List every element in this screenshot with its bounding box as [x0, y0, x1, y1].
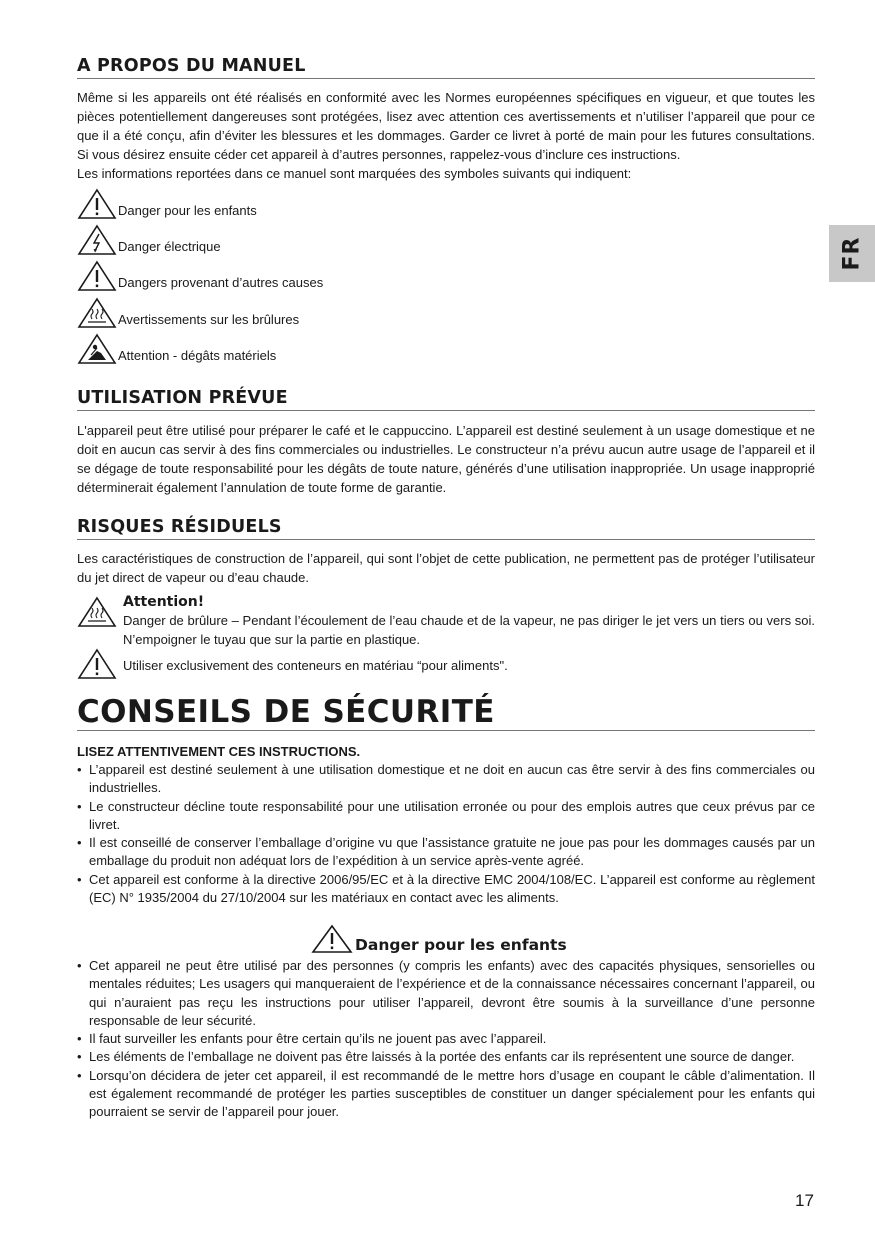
list-item: • Le constructeur décline toute responsabilité pour une utilisation erronée ou pour des emplois autres que ceux prévus par ce livret. — [77, 798, 815, 835]
about-section — [77, 55, 815, 183]
hot-surface-icon — [77, 596, 117, 628]
language-tab-label: FR — [839, 236, 865, 271]
symbol-row-other — [77, 260, 323, 292]
hot-surface-icon — [77, 297, 117, 329]
container-note: Utiliser exclusivement des conteneurs en matériau “pour aliments". — [123, 658, 508, 673]
page-number: 17 — [795, 1191, 814, 1210]
children-danger-title: Danger pour les enfants — [355, 936, 567, 954]
usage-heading: UTILISATION PRÉVUE — [77, 387, 815, 411]
list-item: • L’appareil est destiné seulement à une utilisation domestique et ne doit en aucun cas être servir à des fins commerciales ou industrielles. — [77, 761, 815, 798]
symbol-row-children — [77, 188, 257, 220]
attention-title: Attention! — [123, 594, 205, 610]
symbol-label: Avertissements sur les brûlures — [118, 312, 300, 327]
list-item: • Les éléments de l’emballage ne doivent pas être laissés à la portée des enfants car ils représentent une source de danger. — [77, 1048, 815, 1066]
risks-heading: RISQUES RÉSIDUELS — [77, 516, 815, 540]
risks-section — [77, 516, 815, 587]
about-body: Même si les appareils ont été réalisés en conformité avec les Normes européennes spécifiques en vigueur, et que toutes les pièces potentiellement dangereuses sont protégées, lisez avec attention ces avertissements et n’utiliser l’appareil que pour ce que il a été conçu, afin d’éviter les blessures et les dommages. Garder ce livret à porté de main pour les futures consultations. Si vous désirez ensuite céder cet appareil à d’autres personnes, rappelez-vous d’inclure ces instructions. — [77, 90, 815, 162]
safety-list — [77, 761, 815, 907]
warning-exclamation-icon — [311, 924, 353, 954]
risks-body: Les caractéristiques de construction de l’appareil, qui sont l’objet de cette publication, ne permettent pas de protéger l’utilisateur du jet direct de vapeur ou d’eau chaude. — [77, 551, 815, 585]
safety-heading: CONSEILS DE SÉCURITÉ — [77, 694, 815, 731]
attention-body: Danger de brûlure – Pendant l’écoulement de l’eau chaude et de la vapeur, ne pas diriger le jet vers un tiers ou vers soi. N’empoigner le tuyau que sur la partie en plastique. — [123, 613, 815, 647]
warning-exclamation-icon — [77, 260, 117, 292]
usage-section — [77, 387, 815, 497]
warning-exclamation-icon — [77, 648, 117, 680]
symbol-label: Danger pour les enfants — [118, 203, 257, 218]
symbol-label: Attention - dégâts matériels — [118, 348, 277, 363]
symbol-label: Dangers provenant d’autres causes — [118, 275, 324, 290]
symbol-row-electric — [77, 224, 221, 256]
list-item: • Cet appareil est conforme à la directive 2006/95/EC et à la directive EMC 2004/108/EC. L’appareil est conforme au règlement (EC) N° 1935/2004 du 27/10/2004 sur les matériaux en contact avec les aliments. — [77, 871, 815, 908]
material-damage-icon — [77, 333, 117, 365]
symbol-label: Danger électrique — [118, 239, 221, 254]
language-tab — [829, 225, 875, 282]
list-item: • Cet appareil ne peut être utilisé par des personnes (y compris les enfants) avec des capacités physiques, sensorielles ou mentales réduites; Les usagers qui manqueraient de l’expérience et de la connaissance nécessaires concernant l’appareil, ou qui n’auraient pas reçu les instructions pour utiliser l’appareil, devront être soumis à la surveillance d’une personne responsable de leur sécurité. — [77, 957, 815, 1030]
safety-section — [77, 694, 815, 907]
safety-lead: LISEZ ATTENTIVEMENT CES INSTRUCTIONS. — [77, 744, 361, 759]
symbol-row-material — [77, 333, 276, 365]
about-heading: A PROPOS DU MANUEL — [77, 55, 815, 79]
symbols-intro: Les informations reportées dans ce manuel sont marquées des symboles suivants qui indiquent: — [77, 166, 632, 181]
list-item: • Il est conseillé de conserver l’emballage d’origine vu que l’assistance gratuite ne joue pas pour les dommages causés par un emballage du produit non adéquat lors de l’expédition à un service après-vente agréé. — [77, 834, 815, 871]
electric-hazard-icon — [77, 224, 117, 256]
children-list — [77, 957, 815, 1122]
warning-exclamation-icon — [77, 188, 117, 220]
symbol-row-burns — [77, 297, 299, 329]
list-item: • Il faut surveiller les enfants pour être certain qu’ils ne jouent pas avec l’appareil. — [77, 1030, 815, 1048]
list-item: • Lorsqu’on décidera de jeter cet appareil, il est recommandé de le mettre hors d’usage en coupant le câble d’alimentation. Il est également recommandé de protéger les parties susceptibles de constituer un danger spécialement pour les enfants qui pourraient se servir de l’appareil pour jouer. — [77, 1067, 815, 1122]
children-danger-heading — [311, 924, 567, 954]
usage-body: L'appareil peut être utilisé pour préparer le café et le cappuccino. L’appareil est destiné seulement à un usage domestique et ne doit en aucun cas servir à des fins commerciales ou industrielles. Le constructeur n’a prévu aucun autre usage de l’appareil et il se dégage de toute responsabilité pour les dégâts de toute nature, générés d’une utilisation inappropriée. Un usage inapproprié déterminerait également l’annulation de toute forme de garantie. — [77, 423, 815, 495]
children-section — [77, 957, 815, 1122]
